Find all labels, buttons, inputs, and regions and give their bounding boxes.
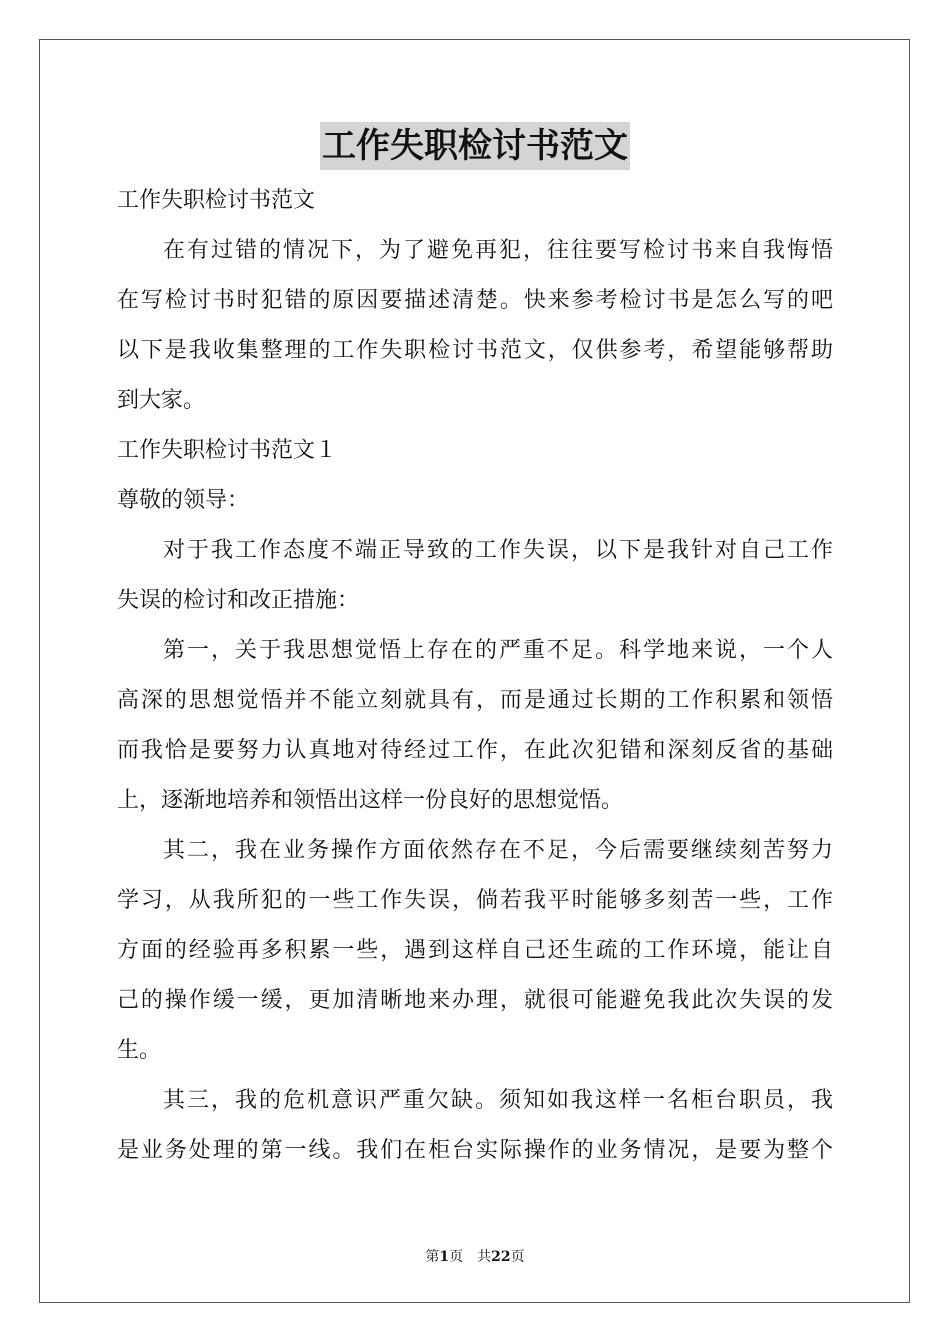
- body-line: 高深的思想觉悟并不能立刻就具有，而是通过长期的工作积累和领悟: [117, 688, 833, 713]
- body-line: 是业务处理的第一线。我们在柜台实际操作的业务情况，是要为整个: [117, 1138, 833, 1163]
- body-line: 工作失职检讨书范文: [117, 188, 316, 213]
- page-footer: [0, 1247, 950, 1267]
- body-line: 失误的检讨和改正措施：: [117, 588, 360, 613]
- body-line: 以下是我收集整理的工作失职检讨书范文，仅供参考，希望能够帮助: [117, 338, 833, 363]
- body-line: 到大家。: [117, 388, 206, 413]
- body-line: 其二，我在业务操作方面依然存在不足，今后需要继续刻苦努力: [163, 838, 833, 863]
- page-prefix: 第: [425, 1249, 440, 1265]
- body-line: 己的操作缓一缓，更加清晰地来办理，就很可能避免我此次失误的发: [117, 988, 833, 1013]
- body-line: 在有过错的情况下，为了避免再犯，往往要写检讨书来自我悔悟: [163, 238, 833, 263]
- document-title: 工作失职检讨书范文: [320, 122, 630, 170]
- page-suffix: 页: [510, 1249, 525, 1265]
- body-line: 方面的经验再多积累一些，遇到这样自己还生疏的工作环境，能让自: [117, 938, 833, 963]
- body-line: 对于我工作态度不端正导致的工作失误，以下是我针对自己工作: [163, 538, 833, 563]
- body-line: 而我恰是要努力认真地对待经过工作，在此次犯错和深刻反省的基础: [117, 738, 833, 763]
- salutation: 尊敬的领导：: [117, 488, 250, 513]
- title-container: [0, 122, 950, 170]
- body-line: 学习，从我所犯的一些工作失误，倘若我平时能够多刻苦一些，工作: [117, 888, 833, 913]
- document-body: [117, 176, 833, 1176]
- body-line: 其三，我的危机意识严重欠缺。须知如我这样一名柜台职员，我: [163, 1088, 833, 1113]
- page-number: 1: [439, 1249, 450, 1265]
- body-line: 上，逐渐地培养和领悟出这样一份良好的思想觉悟。: [117, 788, 624, 813]
- total-pages: 22: [491, 1249, 511, 1265]
- section-heading: 工作失职检讨书范文１: [117, 438, 338, 463]
- page-mid: 页 共: [449, 1249, 492, 1265]
- body-line: 第一，关于我思想觉悟上存在的严重不足。科学地来说，一个人: [163, 638, 833, 663]
- body-line: 生。: [117, 1038, 162, 1063]
- body-line: 在写检讨书时犯错的原因要描述清楚。快来参考检讨书是怎么写的吧: [117, 288, 833, 313]
